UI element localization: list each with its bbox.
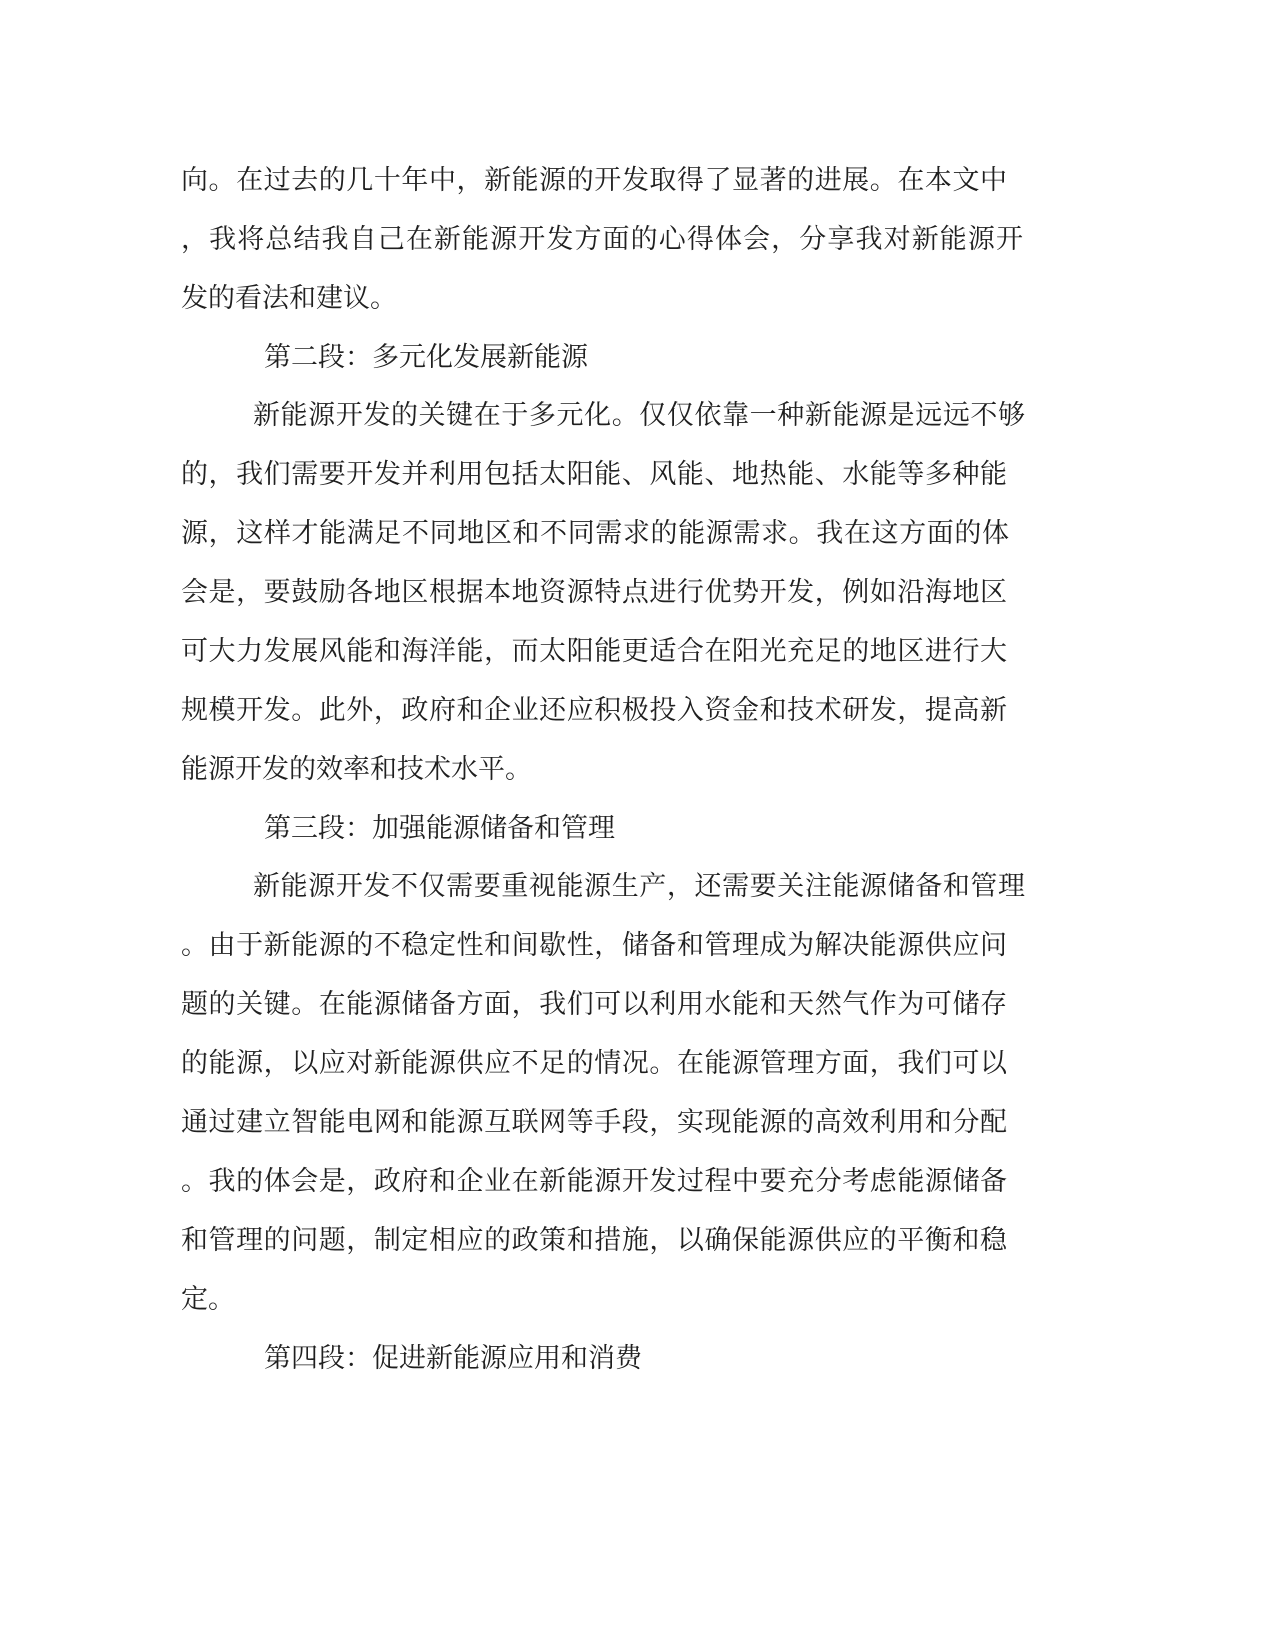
paragraph-first-line: 新能源开发的关键在于多元化。仅仅依靠一种新能源是远远不够 xyxy=(253,400,1025,431)
body-line: 。由于新能源的不稳定性和间歇性，储备和管理成为解决能源供应问 xyxy=(181,930,1007,961)
section-heading-3: 第三段：加强能源储备和管理 xyxy=(264,813,615,844)
body-line: ，我将总结我自己在新能源开发方面的心得体会，分享我对新能源开 xyxy=(181,224,1023,255)
body-line: 题的关键。在能源储备方面，我们可以利用水能和天然气作为可储存 xyxy=(181,989,1007,1020)
body-line: 可大力发展风能和海洋能，而太阳能更适合在阳光充足的地区进行大 xyxy=(181,636,1007,667)
section-heading-4: 第四段：促进新能源应用和消费 xyxy=(264,1343,642,1374)
body-line: 和管理的问题，制定相应的政策和措施，以确保能源供应的平衡和稳 xyxy=(181,1225,1007,1256)
section-heading-2: 第二段：多元化发展新能源 xyxy=(264,342,588,373)
body-line: 规模开发。此外，政府和企业还应积极投入资金和技术研发，提高新 xyxy=(181,695,1007,726)
body-line: 通过建立智能电网和能源互联网等手段，实现能源的高效利用和分配 xyxy=(181,1107,1007,1138)
body-line: 会是，要鼓励各地区根据本地资源特点进行优势开发，例如沿海地区 xyxy=(181,577,1007,608)
body-line: 。我的体会是，政府和企业在新能源开发过程中要充分考虑能源储备 xyxy=(181,1166,1007,1197)
body-line: 的能源，以应对新能源供应不足的情况。在能源管理方面，我们可以 xyxy=(181,1048,1007,1079)
body-line: 源，这样才能满足不同地区和不同需求的能源需求。我在这方面的体 xyxy=(181,518,1009,549)
body-line: 能源开发的效率和技术水平。 xyxy=(181,754,532,785)
body-line: 向。在过去的几十年中，新能源的开发取得了显著的进展。在本文中 xyxy=(181,165,1007,196)
body-line: 的，我们需要开发并利用包括太阳能、风能、地热能、水能等多种能 xyxy=(181,459,1007,490)
body-line: 定。 xyxy=(181,1284,235,1315)
body-line: 发的看法和建议。 xyxy=(181,283,397,314)
paragraph-first-line: 新能源开发不仅需要重视能源生产，还需要关注能源储备和管理 xyxy=(253,871,1025,902)
